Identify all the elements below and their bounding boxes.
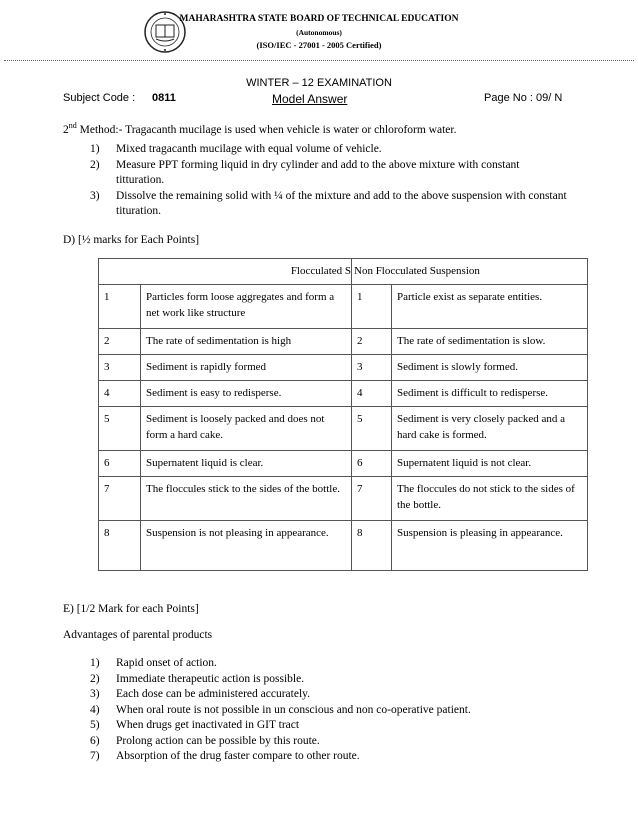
section-e-subheading: Advantages of parental products: [63, 629, 213, 641]
list-item: 5) When drugs get inactivated in GIT tract: [90, 719, 300, 731]
list-item: 7) Absorption of the drug faster compare to other route.: [90, 750, 360, 762]
method-ordinal: 2: [63, 123, 69, 136]
list-item: 1) Rapid onset of action.: [90, 657, 217, 669]
list-item: 1) Mixed tragacanth mucilage with equal volume of vehicle.: [90, 143, 382, 155]
subject-code-label: Subject Code :: [63, 92, 136, 104]
page-number: Page No : 09/ N: [484, 92, 563, 104]
header-non-flocculated: Non Flocculated Suspension: [352, 259, 588, 285]
method-ordinal-suffix: nd: [68, 121, 77, 130]
list-item: 6) Prolong action can be possible by this route.: [90, 734, 320, 747]
header-divider: [4, 60, 634, 61]
section-d-heading: D) [½ marks for Each Points]: [63, 234, 200, 246]
comparison-table: [98, 258, 588, 571]
exam-title: WINTER – 12 EXAMINATION: [246, 77, 392, 89]
method-steps: [90, 142, 570, 220]
table-row: 2 The rate of sedimentation is high 2 The rate of sedimentation is slow.: [99, 329, 588, 355]
advantages-list: [90, 656, 590, 765]
method-intro: [63, 118, 623, 138]
table-row: 7 The floccules stick to the sides of the bottle. 7 The floccules do not stick to the sides of the bottle.: [99, 477, 588, 521]
table-row: 8 Suspension is not pleasing in appearance. 8 Suspension is pleasing in appearance.: [99, 521, 588, 571]
list-item: 4) When oral route is not possible in un conscious and non co-operative patient.: [90, 703, 471, 716]
list-item: 2) Measure PPT forming liquid in dry cylinder and add to the above mixture with constant titturation.: [90, 158, 520, 186]
method-text: Method:- Tragacanth mucilage is used when vehicle is water or chloroform water.: [76, 123, 457, 136]
list-item: 3) Dissolve the remaining solid with ¼ of the mixture and add to the above suspension with constant tituration.: [90, 189, 567, 217]
table-row: 6 Supernatent liquid is clear. 6 Supernatent liquid is not clear.: [99, 451, 588, 477]
board-certification: (ISO/IEC - 27001 - 2005 Certified): [256, 40, 382, 50]
table-header-row: [99, 259, 588, 285]
header-flocculated: Flocculated S: [99, 259, 352, 285]
table-row: 5 Sediment is loosely packed and does not form a hard cake. 5 Sediment is very closely packed and a hard cake is formed.: [99, 407, 588, 451]
table-row: 3 Sediment is rapidly formed 3 Sediment is slowly formed.: [99, 355, 588, 381]
list-item: 2) Immediate therapeutic action is possible.: [90, 672, 305, 685]
table-row: 4 Sediment is easy to redisperse. 4 Sediment is difficult to redisperse.: [99, 381, 588, 407]
subject-code: 0811: [152, 92, 176, 104]
board-autonomous: (Autonomous): [296, 28, 342, 37]
section-e-heading: E) [1/2 Mark for each Points]: [63, 603, 199, 615]
model-answer: Model Answer: [272, 92, 348, 106]
list-item: 3) Each dose can be administered accurately.: [90, 688, 311, 700]
board-name: MAHARASHTRA STATE BOARD OF TECHNICAL EDUCATION: [179, 14, 459, 24]
table-row: 1 Particles form loose aggregates and form a net work like structure 1 Particle exist as separate entities.: [99, 285, 588, 329]
